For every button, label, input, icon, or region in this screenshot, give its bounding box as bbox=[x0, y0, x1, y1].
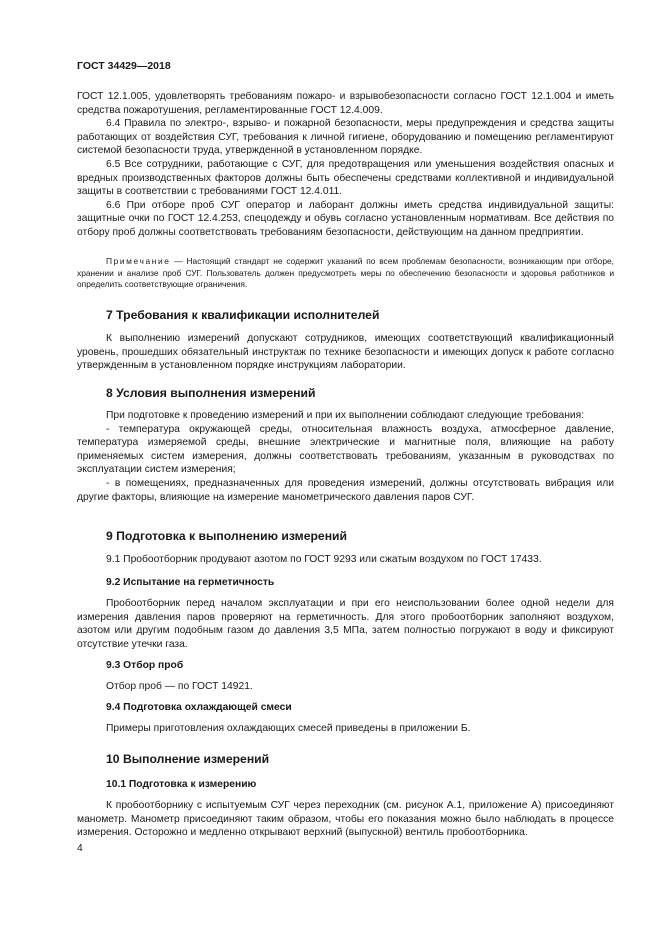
page-number: 4 bbox=[77, 843, 83, 854]
paragraph-8-item-2: - в помещениях, предназначенных для проведения измерений, должны отсутствовать вибрация или другие факторы, влияющие на измерение манометрического давления паров СУГ. bbox=[77, 477, 614, 503]
paragraph-8-item-1: - температура окружающей среды, относительная влажность воздуха, атмосферное давление, температура измеряемой среды, внешние электрические и магнитные поля, влияющие на работу применяемых систем измерения, должны соответствовать требованиям, указанным в руководствах по эксплуатации систем измерения; bbox=[77, 423, 614, 476]
section-7-body bbox=[77, 332, 614, 373]
paragraph-9-2-block bbox=[77, 597, 614, 651]
subsection-9-3-title: 9.3 Отбор проб bbox=[106, 660, 184, 671]
section-7-title: 7 Требования к квалификации исполнителей bbox=[106, 308, 380, 322]
paragraph-9-4: Примеры приготовления охлаждающих смесей приведены в приложении Б. bbox=[106, 723, 471, 734]
document-header: ГОСТ 34429—2018 bbox=[77, 60, 171, 72]
paragraph-9-4-block bbox=[77, 722, 614, 736]
safety-note bbox=[77, 256, 614, 291]
note-label: Примечание bbox=[106, 256, 171, 266]
section-6-continuation bbox=[77, 90, 614, 240]
note-text: — Настоящий стандарт не содержит указаний по всем проблемам безопасности, возникающим при отборе, хранении и анализе проб СУГ. Пользователь должен предусмотреть меры по обеспечению безопасности и здоровья работников и определить соответствующие ограничения. bbox=[77, 256, 614, 290]
paragraph-7-1: К выполнению измерений допускают сотрудников, имеющих соответствующий квалификационный уровень, прошедших обязательный инструктаж по технике безопасности и имеющих допуск к работе согласно утвержденным в установленном порядке инструкциям лаборатории. bbox=[77, 333, 614, 372]
section-8-body bbox=[77, 409, 614, 504]
paragraph-9-3: Отбор проб — по ГОСТ 14921. bbox=[106, 681, 253, 692]
subsection-10-1-title: 10.1 Подготовка к измерению bbox=[106, 779, 257, 790]
paragraph-10-1-block bbox=[77, 799, 614, 840]
section-8-title: 8 Условия выполнения измерений bbox=[106, 386, 316, 400]
section-9-title: 9 Подготовка к выполнению измерений bbox=[106, 529, 348, 543]
section-10-title: 10 Выполнение измерений bbox=[106, 752, 270, 766]
paragraph-10-1: К пробоотборнику с испытуемым СУГ через переходник (см. рисунок А.1, приложение А) присоединяют манометр. Манометр присоединяют таким образом, чтобы его показания можно было наблюдать в процессе измерения. Осторожно и медленно открывают верхний (выпускной) вентиль пробоотборника. bbox=[77, 800, 614, 839]
paragraph-9-1: 9.1 Пробоотборник продувают азотом по ГОСТ 9293 или сжатым воздухом по ГОСТ 17433. bbox=[106, 554, 542, 565]
subsection-9-4-title: 9.4 Подготовка охлаждающей смеси bbox=[106, 702, 292, 713]
paragraph-6-6: 6.6 При отборе проб СУГ оператор и лаборант должны иметь средства индивидуальной защиты: защитные очки по ГОСТ 12.4.253, спецодежду и обувь согласно установленным нормативам. Все действия по отбору проб должны соответствовать требованиям безопасности, действующим на данном предприятии. bbox=[77, 199, 614, 238]
paragraph-6-5: 6.5 Все сотрудники, работающие с СУГ, для предотвращения или уменьшения воздействия опасных и вредных производственных факторов должны быть обеспечены средствами коллективной и индивидуальной защиты в соответствии с требованиями ГОСТ 12.4.011. bbox=[77, 158, 614, 198]
paragraph-6-4: 6.4 Правила по электро-, взрыво- и пожарной безопасности, меры предупреждения и средства защиты работающих от воздействия СУГ, требования к личной гигиене, оборудованию и помещению регламентируют системой безопасности труда, утвержденной в установленном порядке. bbox=[77, 118, 614, 157]
paragraph-9-3-block bbox=[77, 680, 614, 694]
paragraph-9-2: Пробоотборник перед началом эксплуатации и при его неиспользовании более одной недели для измерения давления паров проверяют на герметичность. Для этого пробоотборник заполняют воздухом, азотом или другим подобным газом до давления 3,5 МПа, затем полностью погружают в воду и фиксируют отсутствие утечки газа. bbox=[77, 598, 614, 650]
paragraph-6-3-end: ГОСТ 12.1.005, удовлетворять требованиям пожаро- и взрывобезопасности согласно ГОСТ 12.1.004 и иметь средства пожаротушения, регламентированные ГОСТ 12.4.009. bbox=[77, 91, 614, 116]
subsection-9-2-title: 9.2 Испытание на герметичность bbox=[106, 577, 275, 588]
paragraph-8-intro: При подготовке к проведению измерений и при их выполнении соблюдают следующие требования: bbox=[106, 410, 585, 421]
paragraph-9-1-block bbox=[77, 553, 614, 567]
